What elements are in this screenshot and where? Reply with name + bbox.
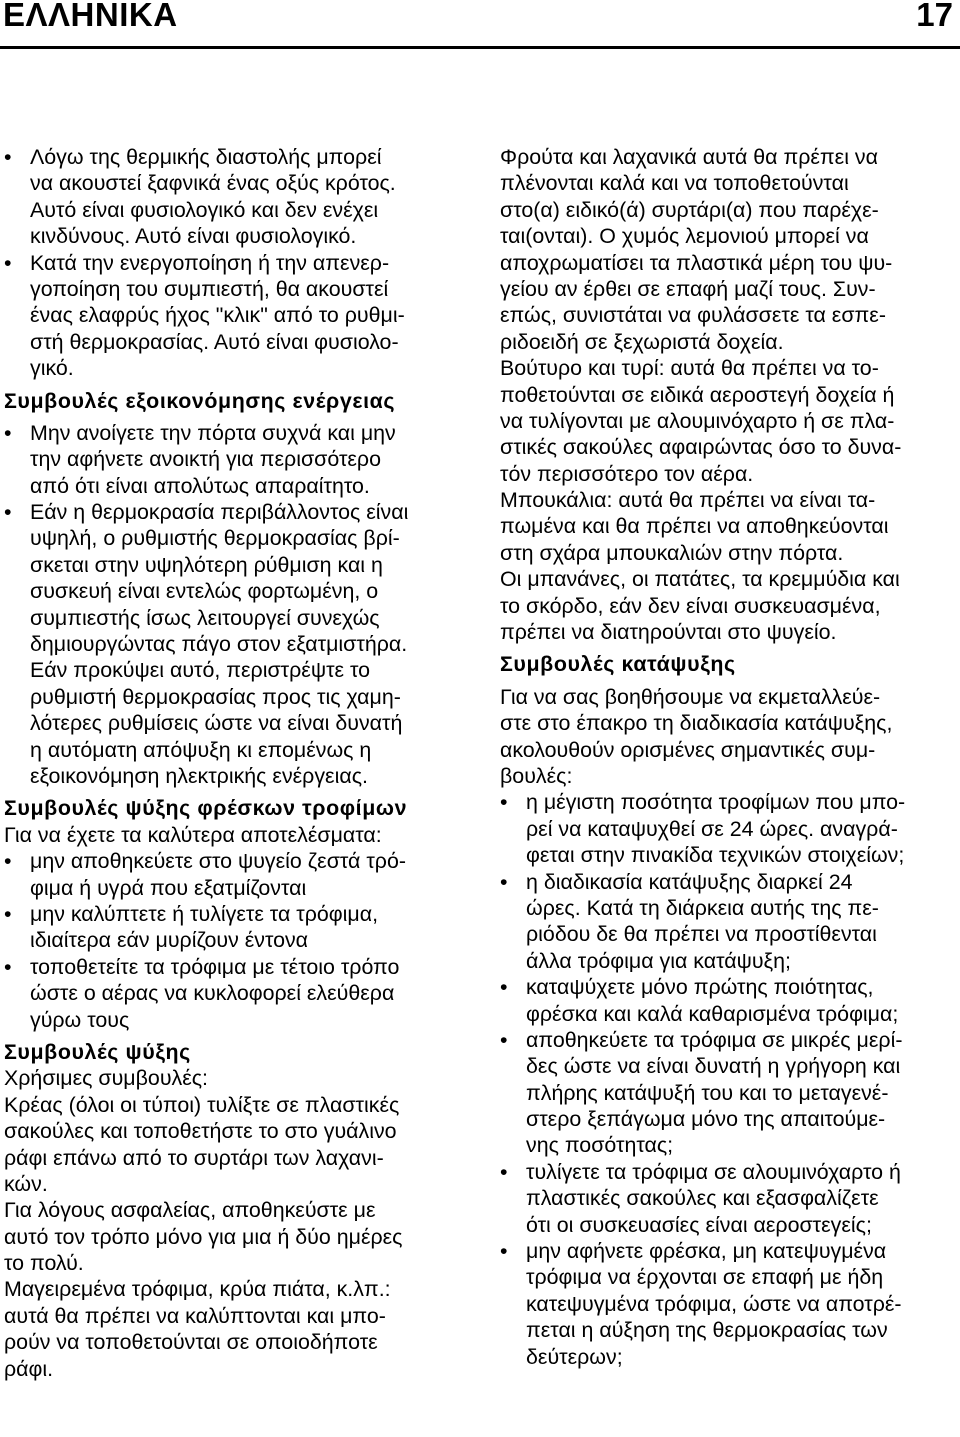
text-line: ρούν να τοποθετούνται σε οποιοδήποτε — [4, 1330, 378, 1355]
text-line: η μέγιστη ποσότητα τροφίμων που μπο- — [526, 790, 906, 815]
paragraph — [4, 1092, 474, 1198]
text-line: Κατά την ενεργοποίηση ή την απενερ- — [30, 250, 390, 275]
section-heading-freezing: Συμβουλές κατάψυξης — [500, 652, 736, 677]
paragraph — [4, 1197, 474, 1276]
text-line: μην αποθηκεύετε στο ψυγείο ζεστά τρό- — [30, 849, 406, 874]
bullet-icon: • — [4, 420, 12, 445]
text-line: κινδύνους. Αυτό είναι φυσιολογικό. — [30, 224, 357, 249]
section-heading-fresh-food: Συμβουλές ψύξης φρέσκων τροφίμων — [4, 796, 408, 821]
text-line: Μην ανοίγετε την πόρτα συχνά και μην — [30, 420, 396, 445]
text-line: ρεί να καταψυχθεί σε 24 ώρες. αναγρά- — [526, 816, 898, 841]
text-line: ποθετούνται σε ειδικά αεροστεγή δοχεία ή — [500, 382, 895, 407]
text-line: Αυτό είναι φυσιολογικό και δεν ενέχει — [30, 197, 379, 222]
list-item — [4, 144, 474, 250]
text-line: πλήρης κατάψυξή του και το μεταγενέ- — [526, 1080, 889, 1105]
list-item — [500, 1159, 958, 1238]
text-line: ριδοειδή σε ξεχωριστά δοχεία. — [500, 329, 784, 354]
text-line: ράφι. — [4, 1356, 54, 1381]
text-line: φεται στην πινακίδα τεχνικών στοιχείων; — [526, 843, 905, 868]
text-line: γύρω τους — [30, 1007, 130, 1032]
text-line: δες ώστε να είναι δυνατή η γρήγορη και — [526, 1054, 901, 1079]
list-item — [4, 499, 474, 789]
list-item — [500, 1027, 958, 1159]
bullet-list — [500, 789, 958, 1370]
bullet-icon: • — [500, 975, 508, 1000]
text-line: πωμένα και θα πρέπει να αποθηκεύονται — [500, 514, 889, 539]
bullet-icon: • — [500, 1239, 508, 1264]
text-line: στη σχάρα μπουκαλιών στην πόρτα. — [500, 540, 844, 565]
text-line: τοποθετείτε τα τρόφιμα με τέτοιο τρόπο — [30, 954, 400, 979]
list-item — [4, 848, 474, 901]
text-line: ώστε ο αέρας να κυκλοφορεί ελεύθερα — [30, 981, 395, 1006]
text-line: αποθηκεύετε τα τρόφιμα σε μικρές μερί- — [526, 1027, 903, 1052]
text-line: φρέσκα και καλά καθαρισμένα τρόφιμα; — [526, 1001, 899, 1026]
text-line: στή θερμοκρασίας. Αυτό είναι φυσιολο- — [30, 329, 399, 354]
list-item — [500, 1238, 958, 1370]
text-line: ένας ελαφρύς ήχος "κλικ" από το ρυθμι- — [30, 303, 405, 328]
text-line: φιμα ή υγρά που εξατμίζονται — [30, 875, 307, 900]
text-line: σακούλες και τοποθετήστε το στο γυάλινο — [4, 1119, 397, 1144]
text-line: Λόγω της θερμικής διαστολής μπορεί — [30, 145, 382, 169]
text-line: γικό. — [30, 356, 74, 381]
list-item — [500, 869, 958, 975]
text-line: πεται η αύξηση της θερμοκρασίας των — [526, 1318, 888, 1343]
text-line: στερο ξεπάγωμα μόνο της απαιτούμε- — [526, 1107, 886, 1132]
list-item — [500, 974, 958, 1027]
list-item — [4, 954, 474, 1033]
right-column — [500, 144, 958, 1370]
bullet-icon: • — [4, 901, 12, 926]
list-item — [4, 901, 474, 954]
text-line: από ότι είναι απολύτως απαραίτητο. — [30, 473, 370, 498]
text-line: σκεται στην υψηλότερη ρύθμιση και η — [30, 552, 383, 577]
text-line: κών. — [4, 1171, 48, 1196]
list-item — [4, 420, 474, 499]
bullet-list — [4, 144, 474, 382]
text-line: Εάν προκύψει αυτό, περιστρέψτε το — [30, 658, 371, 683]
text-line: αυτό τον τρόπο μόνο για μια ή δύο ημέρες — [4, 1224, 403, 1249]
text-line: συσκευή είναι εντελώς φορτωμένη, ο — [30, 579, 379, 604]
text-line: ότι οι συσκευασίες είναι αεροστεγείς; — [526, 1212, 872, 1237]
text-line: βουλές: — [500, 764, 573, 788]
text-line: Χρήσιμες συμβουλές: — [4, 1066, 209, 1091]
text-line: πλένονται καλά και να τοποθετούνται — [500, 171, 849, 196]
text-line: το πολύ. — [4, 1251, 84, 1276]
page-header — [0, 0, 960, 49]
text-line: Μπουκάλια: αυτά θα πρέπει να είναι τα- — [500, 488, 876, 513]
text-line: στε στο έπακρο τη διαδικασία κατάψυξης, — [500, 711, 893, 736]
text-line: ακολουθούν ορισμένες σημαντικές συμ- — [500, 737, 876, 762]
paragraph — [500, 144, 958, 355]
section-heading-cooling: Συμβουλές ψύξης — [4, 1039, 191, 1064]
text-line: τρόφιμα να έρχονται σε επαφή με ήδη — [526, 1265, 884, 1290]
text-line: κατεψυγμένα τρόφιμα, ώστε να αποτρέ- — [526, 1291, 902, 1316]
text-line: δεύτερων; — [526, 1344, 623, 1369]
left-column — [4, 144, 474, 1382]
text-line: λότερες ρυθμίσεις ώστε να είναι δυνατή — [30, 711, 403, 736]
text-line: ριόδου δε θα πρέπει να προστίθενται — [526, 922, 877, 947]
paragraph — [500, 487, 958, 566]
text-line: η διαδικασία κατάψυξης διαρκεί 24 — [526, 869, 853, 894]
text-line: την αφήνετε ανοικτή για περισσότερο — [30, 447, 381, 472]
text-line: ράφι επάνω από το συρτάρι των λαχανι- — [4, 1145, 384, 1170]
text-line: γείου αν έρθει σε επαφή μαζί τους. Συν- — [500, 276, 876, 301]
paragraph — [500, 566, 958, 645]
bullet-icon: • — [500, 869, 508, 894]
text-line: μην αφήνετε φρέσκα, μη κατεψυγμένα — [526, 1239, 887, 1264]
text-line: να τυλίγονται με αλουμινόχαρτο ή σε πλα- — [500, 408, 895, 433]
text-line: τυλίγετε τα τρόφιμα σε αλουμινόχαρτο ή — [526, 1159, 901, 1184]
text-line: μην καλύπτετε ή τυλίγετε τα τρόφιμα, — [30, 901, 379, 926]
paragraph — [500, 355, 958, 487]
text-line: Βούτυρο και τυρί: αυτά θα πρέπει να το- — [500, 356, 879, 381]
bullet-list — [4, 420, 474, 789]
bullet-list — [4, 848, 474, 1033]
text-line: συμπιεστής ίσως λειτουργεί συνεχώς — [30, 605, 380, 630]
text-line: επώς, συνιστάται να φυλάσσετε τα εσπε- — [500, 303, 886, 328]
text-line: γοποίηση του συμπιεστή, θα ακουστεί — [30, 276, 389, 301]
page-number: 17 — [916, 0, 953, 33]
bullet-icon: • — [500, 790, 508, 815]
text-line: αυτά θα πρέπει να καλύπτονται και μπο- — [4, 1303, 386, 1328]
text-line: πρέπει να διατηρούνται στο ψυγείο. — [500, 620, 837, 645]
text-line: Φρούτα και λαχανικά αυτά θα πρέπει να — [500, 145, 878, 169]
bullet-icon: • — [4, 250, 12, 275]
text-line: καταψύχετε μόνο πρώτης ποιότητας, — [526, 975, 874, 1000]
bullet-icon: • — [4, 849, 12, 874]
language-label: ΕΛΛΗΝΙΚΑ — [3, 0, 178, 33]
paragraph-group — [500, 144, 958, 645]
text-line: τόν περισσότερο τον αέρα. — [500, 461, 754, 486]
bullet-icon: • — [4, 500, 12, 525]
text-line: δημιουργώντας πάγο στον εξατμιστήρα. — [30, 632, 408, 657]
text-line: ιδιαίτερα εάν μυρίζουν έντονα — [30, 928, 309, 953]
paragraph — [4, 1276, 474, 1382]
paragraph-group — [4, 1065, 474, 1382]
text-line: το σκόρδο, εάν δεν είναι συσκευασμένα, — [500, 593, 881, 618]
text-line: πλαστικές σακούλες και εξασφαλίζετε — [526, 1186, 879, 1211]
text-line: Κρέας (όλοι οι τύποι) τυλίξτε σε πλαστικές — [4, 1092, 400, 1117]
section-heading-energy-saving: Συμβουλές εξοικονόμησης ενέργειας — [4, 388, 396, 413]
bullet-icon: • — [4, 145, 12, 169]
text-line: να ακουστεί ξαφνικά ένας οξύς κρότος. — [30, 171, 396, 196]
text-line: στικές σακούλες αφαιρώντας όσο το δυνα- — [500, 435, 902, 460]
paragraph: Για να έχετε τα καλύτερα αποτελέσματα: — [4, 822, 382, 847]
bullet-icon: • — [4, 954, 12, 979]
text-line: η αυτόματη απόψυξη κι επομένως η — [30, 737, 372, 762]
paragraph — [500, 684, 958, 790]
text-line: Οι μπανάνες, οι πατάτες, τα κρεμμύδια και — [500, 567, 900, 592]
text-line: Μαγειρεμένα τρόφιμα, κρύα πιάτα, κ.λπ.: — [4, 1277, 391, 1302]
text-line: Για λόγους ασφαλείας, αποθηκεύστε με — [4, 1198, 376, 1223]
text-line: στο(α) ειδικό(ά) συρτάρι(α) που παρέχε- — [500, 197, 879, 222]
text-line: ώρες. Κατά τη διάρκεια αυτής της πε- — [526, 895, 879, 920]
bullet-icon: • — [500, 1027, 508, 1052]
text-line: αποχρωματίσει τα πλαστικά μέρη του ψυ- — [500, 250, 893, 275]
text-line: Εάν η θερμοκρασία περιβάλλοντος είναι — [30, 500, 409, 525]
bullet-icon: • — [500, 1159, 508, 1184]
text-line: υψηλή, ο ρυθμιστής θερμοκρασίας βρί- — [30, 526, 400, 551]
list-item — [500, 789, 958, 868]
text-line: ται(ονται). Ο χυμός λεμονιού μπορεί να — [500, 224, 869, 249]
text-line: νης ποσότητας; — [526, 1133, 674, 1158]
paragraph — [4, 1065, 474, 1091]
text-line: εξοικονόμηση ηλεκτρικής ενέργειας. — [30, 764, 368, 788]
text-line: άλλα τρόφιμα για κατάψυξη; — [526, 948, 791, 973]
list-item — [4, 250, 474, 382]
text-line: Για να σας βοηθήσουμε να εκμεταλλεύε- — [500, 684, 881, 709]
text-line: ρυθμιστή θερμοκρασίας προς τις χαμη- — [30, 684, 401, 709]
